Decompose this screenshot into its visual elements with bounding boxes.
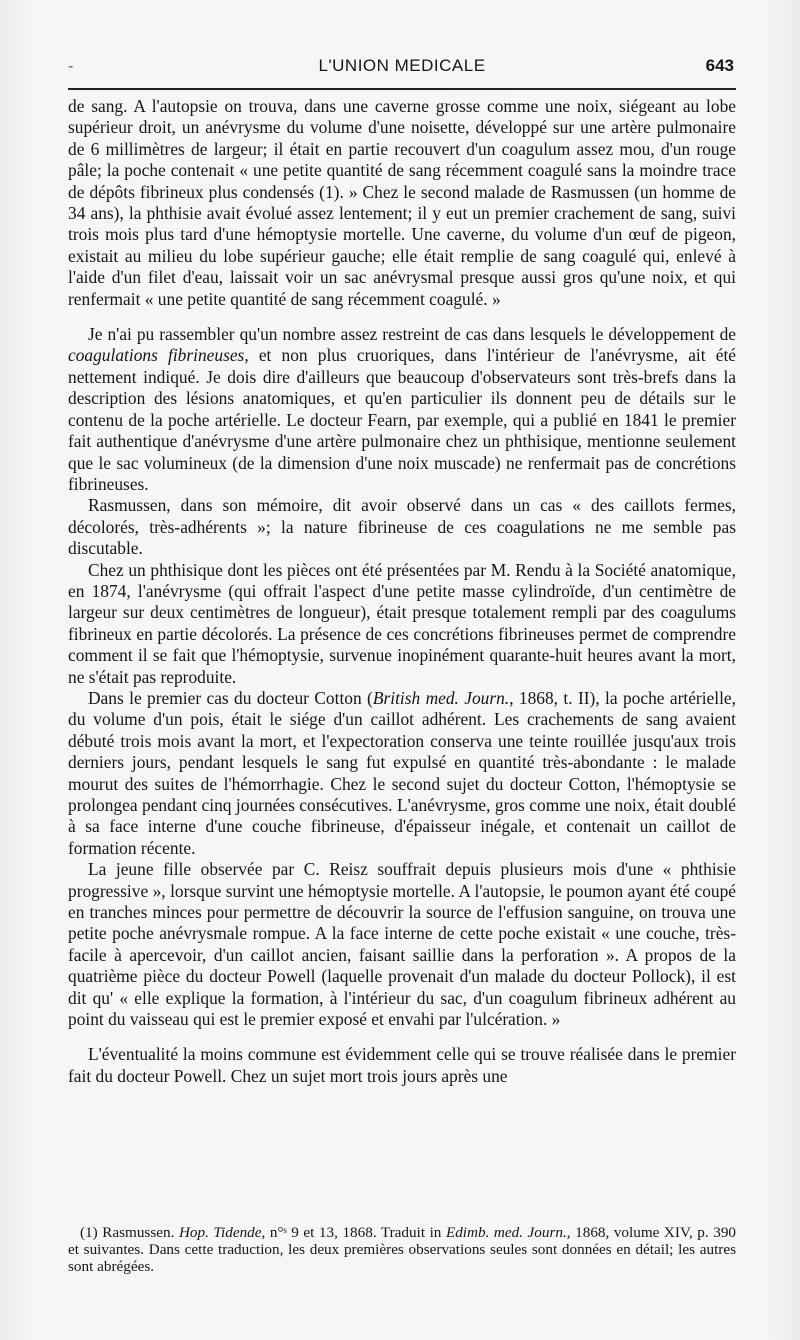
text-run: Chez un phthisique dont les pièces ont été présentées par M. Rendu à la Société anatomique, en 1874, l'anévrysme (qui offrait l'aspect d'une petite masse cylindroïde, d'un centimètre de largeur sur deux centimètres de longueur), était presque totalement rempli par des coagulums fibrineux en partie décolorés. La présence de ces concrétions fibrineuses permet de comprendre comment il se fait que l'hémoptysie, survenue inopinément quarante-huit heures avant la mort, ne s'était pas reproduite. [68, 559, 736, 687]
paragraph [68, 96, 736, 310]
italic-text: British med. Journ. [372, 687, 510, 708]
text-run: Dans le premier cas du docteur Cotton ( [88, 687, 373, 708]
text-run: , et non plus cruoriques, dans l'intérieur de l'anévrysme, ait été nettement indiqué. Je dois dire d'ailleurs que beaucoup d'observateurs sont très-brefs dans la description des lésions anatomiques, et qu'en particulier ils donnent peu de détails sur le contenu de la poche artérielle. Le docteur Fearn, par exemple, qui a publié en 1841 le premier fait authentique d'anévrysme d'une artère pulmonaire chez un phthisique, mentionne seulement que le sac volumineux (de la dimension d'une noix muscade) ne renfermait pas de concrétions fibrineuses. [68, 345, 736, 494]
paragraph [68, 560, 736, 688]
text-run: Rasmussen, dans son mémoire, dit avoir observé dans un cas « des caillots fermes, décolorés, très-adhérents »; la nature fibrineuse de ces coagulations ne me semble pas discutable. [68, 495, 736, 559]
italic-text: coagulations fibrineuses [68, 345, 245, 366]
text-run: La jeune fille observée par C. Reisz souffrait depuis plusieurs mois d'une « phthisie progressive », lorsque survint une hémoptysie mortelle. A l'autopsie, le poumon ayant été coupé en tranches minces pour permettre de découvrir la source de l'effusion sanguine, on trouva une petite poche anévrysmale rompue. A la face interne de cette poche existait « une couche, très-facile à apercevoir, d'un caillot ancien, faisant saillie dans la perforation ». A propos de la quatrième pièce du docteur Powell (laquelle provenait d'un malade du docteur Pollock), il est dit qu' « elle explique la formation, à l'intérieur du sac, d'un coagulum fibrineux adhérent au point du vaisseau qui est le premier exposé et envahi par l'ulcération. » [68, 859, 736, 1030]
article-body [68, 96, 736, 1087]
paragraph [68, 1044, 736, 1087]
page-number: 643 [705, 56, 734, 75]
header-rule [68, 88, 736, 90]
running-header [66, 56, 738, 80]
footnote [68, 1224, 736, 1276]
text-run: de sang. A l'autopsie on trouva, dans une caverne grosse comme une noix, siégeant au lobe supérieur droit, un anévrysme du volume d'une noisette, développé sur une artère pulmonaire de 6 millimètres de largeur; il était en partie recouvert d'un coagulum assez mou, d'un rouge pâle; la poche contenait « une petite quantité de sang récemment coagulé sans la moindre trace de dépôts fibrineux plus condensés (1). » Chez le second malade de Rasmussen (un homme de 34 ans), la phthisie avait évolué assez lentement; il y eut un premier crachement de sang, suivi trois mois plus tard d'une hémoptysie mortelle. Une caverne, du volume d'un œuf de pigeon, existait au milieu du lobe supérieur gauche; elle était remplie de sang coagulé qui, enlevé à l'aide d'un filet d'eau, laissait voir un sac anévrysmal presque aussi gros qu'une noix, et qui renfermait « une petite quantité de sang récemment coagulé. » [68, 96, 736, 309]
text-run: L'éventualité la moins commune est évidemment celle qui se trouve réalisée dans le premier fait du docteur Powell. Chez un sujet mort trois jours après une [68, 1044, 736, 1086]
text-run: (1) Rasmussen. [80, 1224, 179, 1241]
header-dash: - [68, 58, 74, 75]
paragraph [68, 688, 736, 859]
paragraph [68, 859, 736, 1030]
text-run: Je n'ai pu rassembler qu'un nombre assez restreint de cas dans lesquels le développement de [88, 324, 736, 345]
paragraph [68, 495, 736, 559]
journal-title: L'UNION MEDICALE [318, 56, 486, 75]
text-run: , 1868, volume XIV, p. 390 et suivantes. Dans cette traduction, les deux premières observations seules sont données en détail; les autres sont abrégées. [68, 1224, 737, 1276]
paragraph [68, 324, 736, 495]
text-run: , 1868, t. II), la poche artérielle, du volume d'un pois, était le siége d'un caillot adhérent. Les crachements de sang avaient débuté trois mois avant la mort, et l'expectoration conserva une teinte rouillée jusqu'aux trois derniers jours, pendant lesquels le sang fut expulsé en quantité très-abondante : le malade mourut des suites de l'hémorrhagie. Chez le second sujet du docteur Cotton, l'hémoptysie se prolongea pendant cinq journées consécutives. L'anévrysme, gros comme une noix, était doublé à sa face interne d'une couche fibrineuse, d'épaisseur inégale, et contenait un caillot de formation récente. [68, 687, 736, 858]
italic-text: Edimb. med. Journ. [445, 1224, 567, 1241]
text-run: , n°ˢ 9 et 13, 1868. Traduit in [261, 1224, 446, 1241]
italic-text: Hop. Tidende [178, 1224, 262, 1241]
footnotes [68, 1224, 736, 1276]
